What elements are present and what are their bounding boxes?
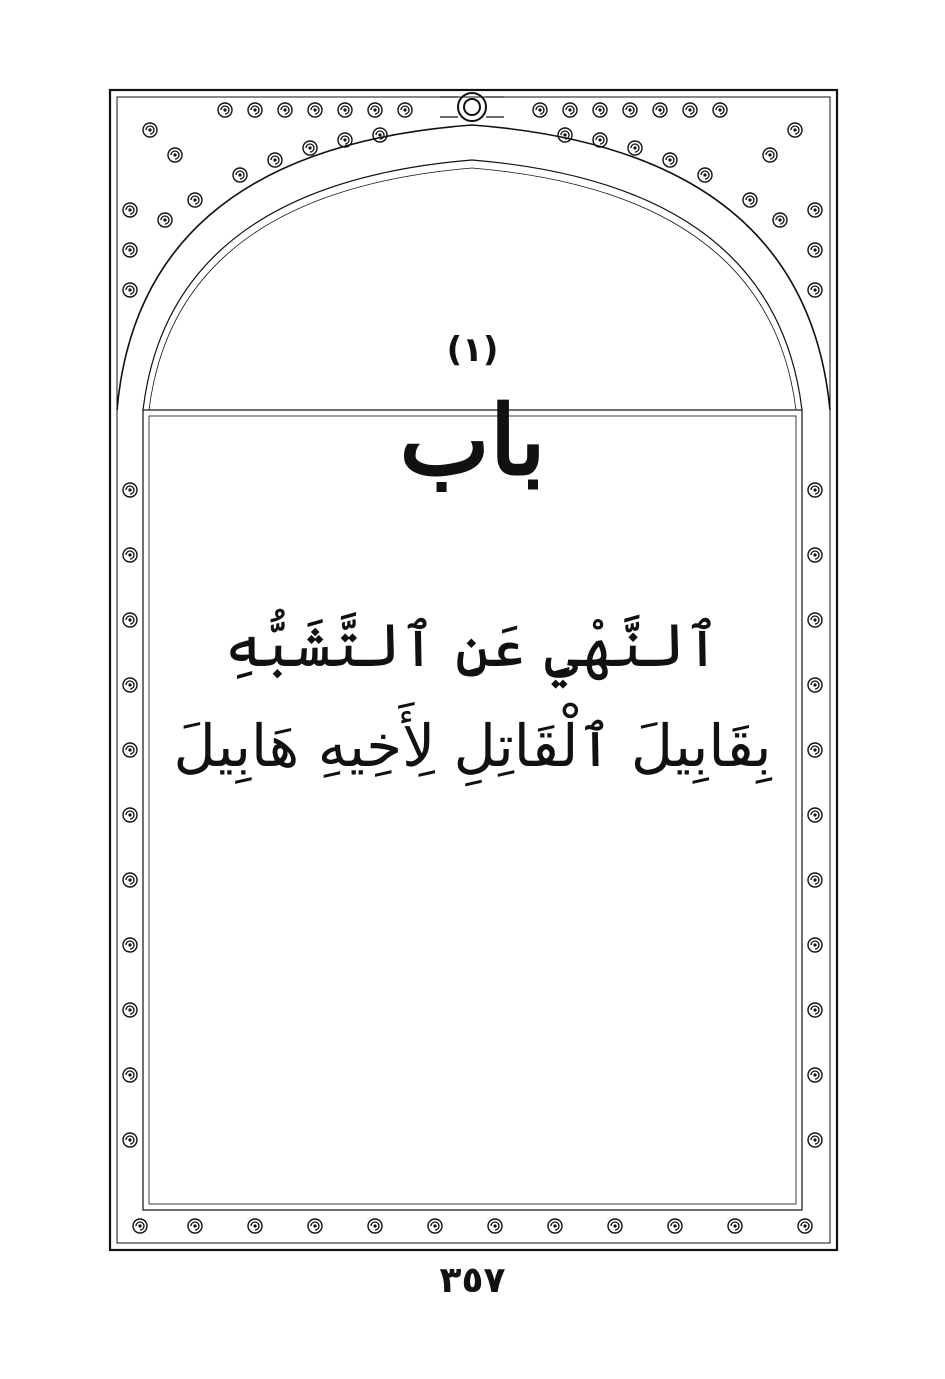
page-number: ٣٥٧ — [439, 1260, 506, 1301]
top-corner-ornaments — [123, 123, 822, 297]
left-column-ornament — [123, 483, 137, 1147]
chapter-number: (١) — [446, 330, 499, 370]
right-column-ornament — [808, 483, 822, 1147]
bottom-band-ornament — [133, 1219, 812, 1233]
chapter-title-line-1: ٱلنَّهْيِ عَنِ ٱلتَّشَبُّهِ — [224, 611, 721, 681]
bab-heading: باب — [399, 384, 546, 497]
chapter-title-line-2: بِقَابِيلَ ٱلْقَاتِلِ لِأَخِيهِ هَابِيلَ — [173, 712, 772, 780]
